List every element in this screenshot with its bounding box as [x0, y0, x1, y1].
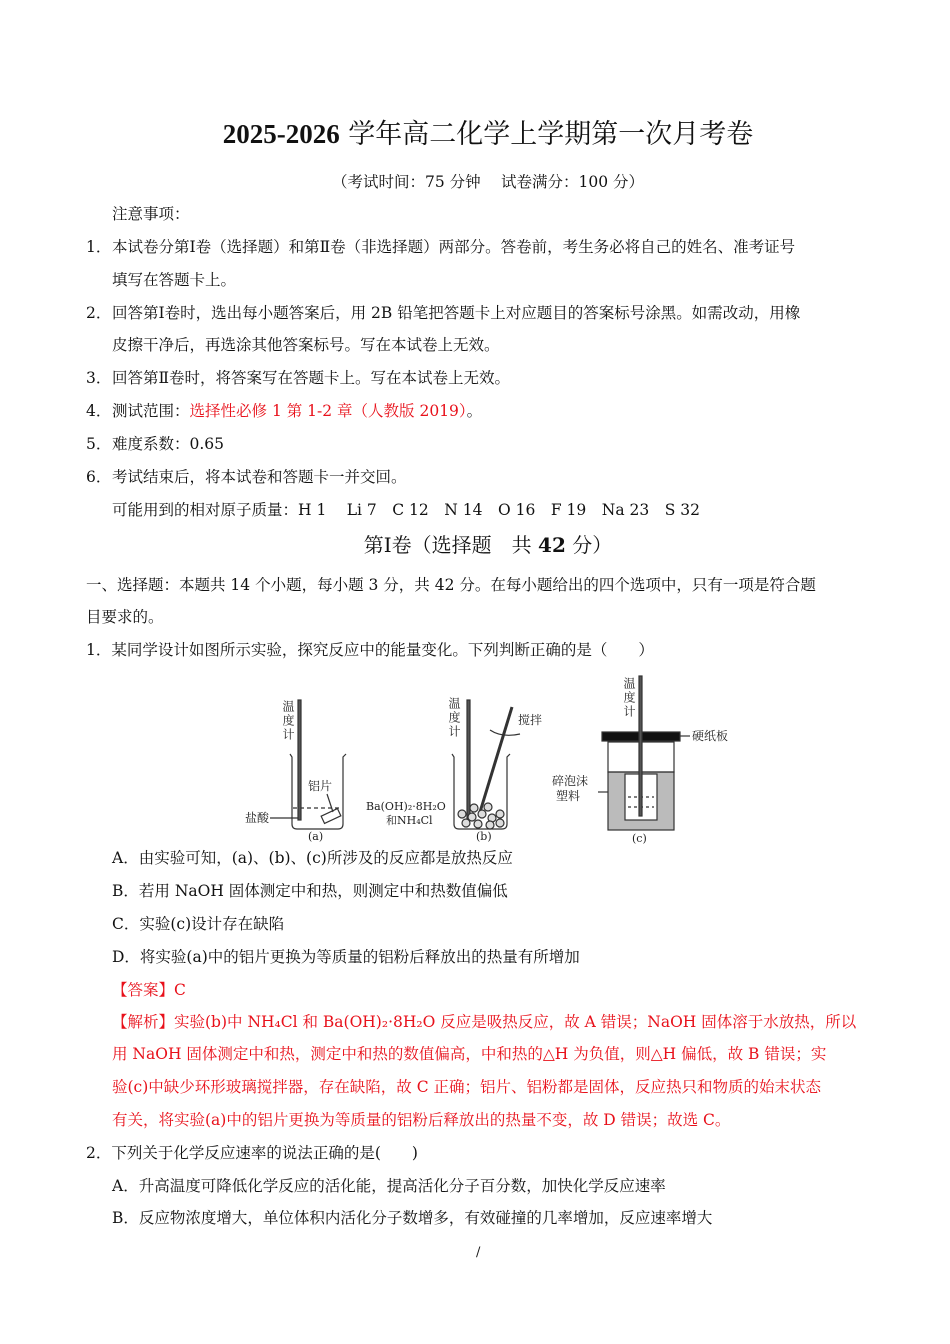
figure-b [452, 700, 520, 829]
section-title-score: 42 [538, 533, 566, 557]
q1-analysis-line-4: 有关，将实验(a)中的铝片更换为等质量的铝粉后释放出的热量不变，故 D 错误；故选 C。 [112, 1111, 731, 1129]
exam-info: （考试时间：75 分钟 试卷满分：100 分） [331, 173, 645, 191]
q1-analysis-line-3: 验(c)中缺少环形玻璃搅拌器，存在缺陷，故 C 正确；铝片、铝粉都是固体，反应热只和物质的始末状态 [112, 1078, 821, 1096]
figure-b-label: (b) [476, 830, 492, 843]
reagent-label-2: 和NH₄Cl [386, 814, 433, 827]
thermometer-label-c: 温度计 [622, 677, 636, 719]
thermometer-label-b: 温度计 [447, 697, 461, 739]
notice-2-num: 2． [86, 304, 112, 322]
notice-1-line-1: 本试卷分第Ⅰ卷（选择题）和第Ⅱ卷（非选择题）两部分。答卷前，考生务必将自己的姓名、准考证号 [112, 238, 796, 256]
notice-heading: 注意事项： [112, 205, 190, 223]
notice-2-line-2: 皮擦干净后，再选涂其他答案标号。写在本试卷上无效。 [112, 336, 500, 354]
notice-4-suffix: 。 [466, 402, 483, 420]
q1-option-c: C．实验(c)设计存在缺陷 [112, 915, 285, 933]
figure-c [598, 676, 690, 830]
notice-4-line [112, 401, 482, 421]
q2-stem: 2．下列关于化学反应速率的说法正确的是( ) [86, 1144, 418, 1162]
q1-experiment-figure [240, 672, 740, 850]
notice-1-num: 1． [86, 238, 112, 256]
notice-6-num: 6． [86, 468, 112, 486]
notice-2-line-1: 回答第Ⅰ卷时，选出每小题答案后，用 2B 铅笔把答题卡上对应题目的答案标号涂黑。如需改动，用橡 [112, 304, 801, 322]
page-title: 2025-2026 学年高二化学上学期第一次月考卷 [222, 119, 754, 150]
part1-instructions-line-1: 一、选择题：本题共 14 个小题，每小题 3 分，共 42 分。在每小题给出的四个选项中，只有一项是符合题 [86, 576, 816, 594]
notice-5-num: 5． [86, 435, 112, 453]
q2-option-a: A．升高温度可降低化学反应的活化能，提高活化分子百分数，加快化学反应速率 [112, 1177, 666, 1195]
q2-option-b: B．反应物浓度增大，单位体积内活化分子数增多，有效碰撞的几率增加，反应速率增大 [112, 1209, 713, 1227]
test-scope: 选择性必修 1 第 1-2 章（人教版 2019） [189, 402, 467, 420]
figure-a-label: (a) [308, 830, 324, 843]
board-label: 硬纸板 [692, 729, 729, 743]
part1-instructions-line-2: 目要求的。 [86, 608, 164, 626]
notice-1-line-2: 填写在答题卡上。 [112, 271, 237, 289]
notice-3-line: 回答第Ⅱ卷时，将答案写在答题卡上。写在本试卷上无效。 [112, 369, 511, 387]
notice-5-line: 难度系数：0.65 [112, 435, 225, 453]
stir-label: 搅拌 [518, 713, 543, 727]
q1-stem: 1．某同学设计如图所示实验，探究反应中的能量变化。下列判断正确的是（ ） [86, 641, 654, 659]
q1-option-b: B．若用 NaOH 固体测定中和热，则测定中和热数值偏低 [112, 882, 508, 900]
notice-3-num: 3． [86, 369, 112, 387]
q1-analysis-line-1: 【解析】实验(b)中 NH₄Cl 和 Ba(OH)₂·8H₂O 反应是吸热反应，故 A 错误；NaOH 固体溶于水放热，所以 [112, 1013, 857, 1031]
section-title-c: 分） [565, 533, 613, 557]
notice-4-prefix: 测试范围： [112, 402, 190, 420]
figure-c-label: (c) [632, 832, 647, 845]
section-title-a: 第Ⅰ卷（选择题 共 [363, 533, 539, 557]
atomic-mass-line: 可能用到的相对原子质量：H 1 Li 7 C 12 N 14 O 16 F 19 Na 23 S 32 [112, 501, 700, 519]
reagent-label-1: Ba(OH)₂·8H₂O [366, 800, 446, 813]
foam-label-1: 碎泡沫 [552, 774, 589, 788]
page-footer: / [476, 1245, 481, 1260]
notice-4-num: 4． [86, 402, 112, 420]
al-label: 铝片 [308, 779, 333, 793]
q1-analysis-line-2: 用 NaOH 固体测定中和热，测定中和热的数值偏高，中和热的△H 为负值，则△H 偏低，故 B 错误；实 [112, 1045, 827, 1063]
hcl-label: 盐酸 [245, 811, 270, 825]
q1-option-d: D．将实验(a)中的铝片更换为等质量的铝粉后释放出的热量有所增加 [112, 948, 580, 966]
q1-answer: 【答案】C [112, 981, 186, 999]
q1-option-a: A．由实验可知，(a)、(b)、(c)所涉及的反应都是放热反应 [112, 849, 513, 867]
foam-label-2: 塑料 [556, 789, 581, 803]
notice-6-line: 考试结束后，将本试卷和答题卡一并交回。 [112, 468, 407, 486]
section-title [0, 532, 950, 558]
thermometer-label-a: 温度计 [281, 700, 295, 742]
